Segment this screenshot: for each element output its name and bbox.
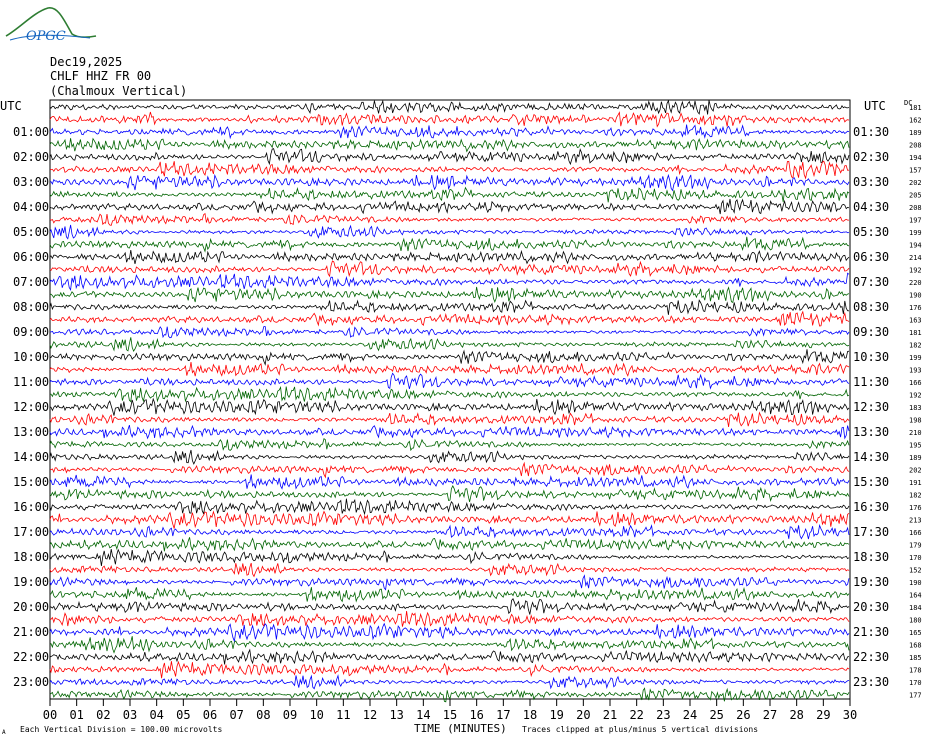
hour-label-left: 02:00 [13,150,50,164]
x-tick-label: 03 [122,708,138,722]
hour-label-left: 23:00 [13,675,50,689]
trace-line-39 [50,587,849,601]
hour-label-right: 19:30 [853,575,890,589]
hour-label-right: 05:30 [853,225,890,239]
hour-label-left: 11:00 [13,375,50,389]
x-tick-label: 23 [656,708,671,722]
hour-label-left: 22:00 [13,650,50,664]
header-station: CHLF HHZ FR 00 [50,69,152,83]
dc-value: 157 [909,166,922,175]
trace-line-8 [50,199,849,214]
trace-line-4 [50,149,849,164]
hour-label-left: 12:00 [13,400,50,414]
x-tick-label: 16 [469,708,484,722]
trace-line-22 [50,373,849,389]
x-tick-label: 00 [42,708,58,722]
trace-line-32 [50,499,849,514]
dc-value: 166 [909,379,922,387]
trace-line-13 [50,261,849,276]
hour-label-right: 17:30 [853,525,890,539]
dc-value: 213 [909,516,922,525]
trace-line-23 [50,387,849,402]
hour-label-left: 03:00 [13,175,50,189]
dc-value: 185 [909,654,922,662]
dc-label: DC [904,99,913,107]
hour-label-right: 09:30 [853,325,890,339]
trace-line-5 [50,161,849,178]
hour-label-right: 14:30 [853,450,890,464]
hour-label-right: 10:30 [853,350,890,364]
trace-line-41 [50,611,849,627]
x-tick-label: 12 [362,708,378,722]
hour-label-left: 16:00 [13,500,50,514]
hour-label-left: 20:00 [13,600,50,614]
dc-value: 192 [909,266,922,275]
x-tick-label: 11 [336,708,351,722]
dc-value: 194 [909,154,922,162]
dc-value: 198 [909,416,922,425]
dc-value: 190 [909,579,922,587]
trace-line-30 [50,475,849,489]
hour-label-right: 21:30 [853,625,890,639]
hour-label-left: 10:00 [13,350,50,364]
trace-line-6 [50,175,849,191]
dc-value: 180 [909,616,922,625]
x-tick-label: 04 [149,708,164,722]
hour-label-left: 13:00 [13,425,50,439]
hour-label-left: 01:00 [13,125,50,139]
x-tick-label: 27 [762,708,778,722]
trace-line-16 [50,300,849,315]
hour-label-left: 09:00 [13,325,50,339]
x-axis [43,699,857,722]
left-hour-labels [13,125,49,689]
trace-line-20 [50,349,849,364]
hour-label-right: 07:30 [853,275,890,289]
hour-label-right: 16:30 [853,500,890,514]
x-tick-label: 06 [202,708,218,722]
trace-line-14 [50,273,849,290]
trace-line-24 [50,399,849,416]
dc-value: 189 [909,129,922,137]
dc-value: 176 [909,504,922,512]
trace-line-25 [50,413,849,427]
trace-line-42 [50,624,849,642]
trace-line-46 [50,675,849,688]
x-tick-label: 19 [549,708,564,722]
dc-value: 166 [909,529,922,537]
dc-value: 197 [909,216,922,225]
right-hour-labels [853,125,889,689]
hour-label-left: 17:00 [13,525,50,539]
logo-text: OPGC [26,29,66,44]
hour-label-right: 15:30 [853,475,890,489]
trace-line-3 [50,138,849,151]
trace-line-43 [50,636,849,652]
x-tick-label: 21 [602,708,618,722]
hour-label-left: 18:00 [13,550,50,564]
x-tick-label: 10 [309,708,324,722]
hour-label-right: 04:30 [853,200,890,214]
trace-line-36 [50,549,849,566]
trace-line-7 [50,188,849,203]
right-utc-label: UTC [864,99,886,113]
hour-label-right: 13:30 [853,425,890,439]
hour-label-right: 11:30 [853,375,890,389]
trace-line-34 [50,525,849,539]
dc-value: 210 [909,429,922,437]
x-tick-label: 17 [496,708,511,722]
hour-label-right: 20:30 [853,600,890,614]
dc-offset-values [909,104,922,700]
dc-value: 190 [909,291,922,300]
dc-value: 177 [909,691,922,700]
dc-value: 182 [909,341,922,350]
dc-value: 184 [909,604,922,612]
opgc-logo [6,8,96,44]
x-tick-label: 24 [682,708,698,722]
hour-label-right: 08:30 [853,300,890,314]
dc-value: 182 [909,491,922,500]
dc-value: 202 [909,466,922,475]
x-tick-label: 02 [96,708,111,722]
dc-value: 189 [909,454,922,462]
footer-scale-note: Each Vertical Division = 100.00 microvolts [20,725,223,734]
trace-line-19 [50,337,849,351]
hour-label-left: 08:00 [13,300,50,314]
trace-line-21 [50,362,849,376]
hour-label-right: 12:30 [853,400,890,414]
hour-label-left: 15:00 [13,475,50,489]
dc-value: 194 [909,241,922,250]
trace-line-37 [50,563,849,576]
trace-line-44 [50,650,849,665]
dc-value: 199 [909,354,922,362]
hour-label-left: 14:00 [13,450,50,464]
trace-line-29 [50,463,849,477]
x-tick-label: 29 [816,708,831,722]
trace-line-1 [50,112,849,127]
hour-label-right: 18:30 [853,550,890,564]
dc-value: 183 [909,404,922,412]
trace-line-12 [50,250,849,264]
dc-value: 214 [909,254,922,262]
trace-line-0 [50,100,849,114]
dc-value: 179 [909,541,922,550]
trace-line-38 [50,576,849,590]
hour-label-right: 06:30 [853,250,890,264]
trace-line-15 [50,287,849,303]
hour-label-right: 03:30 [853,175,890,189]
x-tick-label: 13 [389,708,404,722]
x-tick-label: 20 [576,708,591,722]
hour-label-right: 22:30 [853,650,890,664]
x-tick-label: 25 [709,708,724,722]
dc-value: 170 [909,554,922,562]
trace-line-18 [50,327,849,338]
dc-value: 152 [909,566,922,575]
header-location: (Chalmoux Vertical) [50,84,188,98]
x-tick-label: 15 [442,708,458,722]
dc-value: 176 [909,304,922,312]
trace-line-31 [50,486,849,502]
dc-value: 181 [909,104,922,112]
trace-line-35 [50,537,849,551]
trace-line-17 [50,312,849,326]
x-tick-label: 18 [522,708,538,722]
trace-line-28 [50,450,849,464]
x-tick-label: 30 [842,708,858,722]
dc-value: 205 [909,191,922,200]
dc-value: 208 [909,141,922,150]
dc-value: 181 [909,329,922,337]
x-tick-label: 08 [256,708,271,722]
hour-label-left: 19:00 [13,575,50,589]
dc-value: 163 [909,316,922,325]
x-tick-label: 26 [736,708,751,722]
x-tick-label: 09 [282,708,298,722]
dc-value: 165 [909,629,922,637]
dc-value: 199 [909,229,922,237]
dc-value: 195 [909,441,922,450]
dc-value: 208 [909,204,922,212]
footer-clip-note: Traces clipped at plus/minus 5 vertical divisions [522,725,759,734]
x-tick-label: 07 [229,708,244,722]
dc-value: 162 [909,116,922,125]
hour-label-right: 23:30 [853,675,890,689]
dc-value: 192 [909,391,922,400]
trace-line-33 [50,511,849,528]
hour-label-left: 06:00 [13,250,50,264]
trace-line-40 [50,599,849,615]
dc-value: 202 [909,179,922,187]
dc-value: 193 [909,366,922,375]
x-tick-label: 05 [176,708,191,722]
x-tick-label: 22 [629,708,644,722]
dc-value: 178 [909,666,922,675]
left-utc-label: UTC [0,99,22,113]
hour-label-left: 07:00 [13,275,50,289]
trace-line-11 [50,237,849,252]
x-axis-title: TIME (MINUTES) [414,722,507,735]
x-tick-label: 01 [69,708,84,722]
x-tick-label: 14 [416,708,431,722]
trace-line-27 [50,439,849,451]
dc-value: 191 [909,479,922,487]
dc-value: 170 [909,679,922,687]
seismic-traces [50,100,849,702]
trace-line-2 [50,125,849,139]
trace-line-45 [50,661,849,678]
hour-label-left: 21:00 [13,625,50,639]
header-date: Dec19,2025 [50,55,123,69]
x-tick-label: 28 [789,708,804,722]
dc-value: 168 [909,641,922,650]
trace-line-9 [50,214,849,226]
footer-small-mark: A [2,729,6,736]
hour-label-right: 02:30 [853,150,890,164]
dc-value: 220 [909,279,922,287]
hour-label-left: 05:00 [13,225,50,239]
hour-label-left: 04:00 [13,200,50,214]
trace-line-10 [50,225,849,239]
dc-value: 164 [909,591,922,600]
trace-line-26 [50,425,849,438]
hour-label-right: 01:30 [853,125,890,139]
